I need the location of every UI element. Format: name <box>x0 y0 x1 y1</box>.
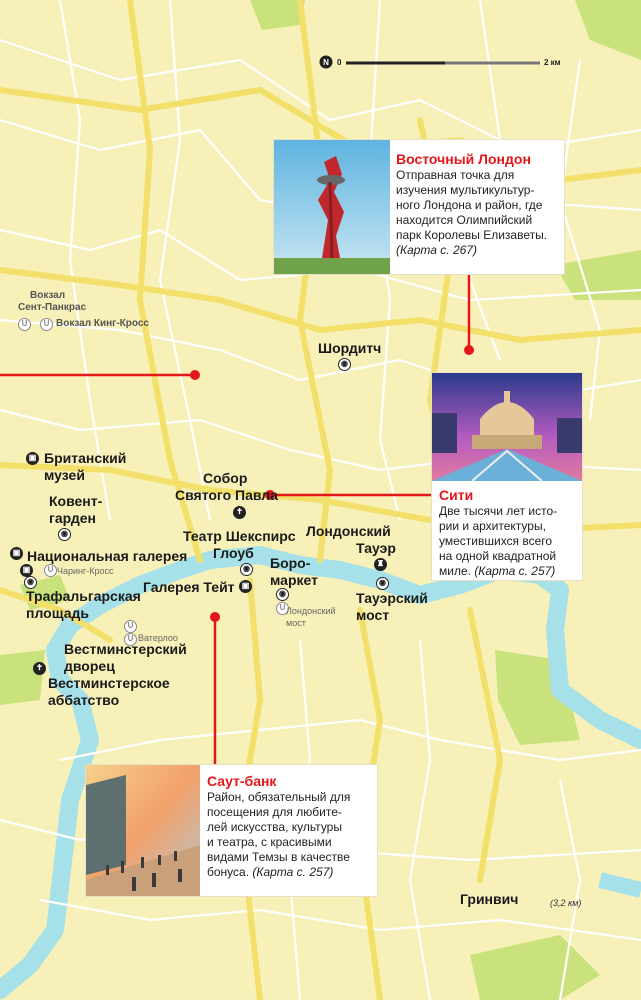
label-tower-1: Лондонский <box>306 523 391 539</box>
label-shordich: Шордитч <box>318 340 382 356</box>
label-covent-garden-1: Ковент- <box>49 493 103 509</box>
city-photo <box>432 373 582 481</box>
card-east-london[interactable] <box>274 140 564 274</box>
underground-icon: U <box>44 564 57 577</box>
label-tate: Галерея Тейт <box>143 579 235 595</box>
castle-icon: ♜ <box>374 558 387 571</box>
label-tower-2: Тауэр <box>356 540 396 556</box>
underground-icon: U <box>276 602 289 615</box>
viewpoint-icon: ◉ <box>58 528 71 541</box>
label-greenwich-distance: (3,2 км) <box>550 898 582 908</box>
southbank-photo <box>86 765 200 896</box>
card-southbank-text <box>207 790 375 880</box>
card-east-title: Восточный Лондон <box>396 151 531 167</box>
church-icon: ✝ <box>233 506 246 519</box>
scale-start-label: 0 <box>337 58 342 67</box>
scale-end-label: 2 км <box>544 58 561 67</box>
card-city-title: Сити <box>439 487 474 503</box>
card-city-ref: (Карта с. 257) <box>474 564 556 578</box>
card-southbank-title: Саут-банк <box>207 773 277 789</box>
viewpoint-icon: ◉ <box>240 563 253 576</box>
card-east-line: ного Лондона и район, где <box>396 198 543 212</box>
label-trafalgar-1: Трафальгарская <box>26 588 141 604</box>
label-globe-1: Театр Шекспирс <box>183 528 296 544</box>
viewpoint-icon: ◉ <box>24 576 37 589</box>
viewpoint-icon: ◉ <box>376 577 389 590</box>
label-globe-2: Глоуб <box>213 545 254 561</box>
label-trafalgar-2: площадь <box>26 605 89 621</box>
label-greenwich: Гринвич <box>460 891 519 907</box>
card-southbank-line: видами Темзы в качестве <box>207 850 350 864</box>
card-southbank-last-text: бонуса. <box>207 865 250 879</box>
card-east-line: парк Королевы Елизаветы. <box>396 228 548 242</box>
label-king-kross: Вокзал Кинг-Кросс <box>56 318 149 329</box>
viewpoint-icon: ◉ <box>276 588 289 601</box>
card-city-text <box>439 504 581 579</box>
label-westminster-abbey-1: Вестминстерское <box>48 675 170 691</box>
label-charing-cross: Чаринг-Кросс <box>57 566 114 576</box>
label-borough-2: маркет <box>270 572 318 588</box>
north-arrow-icon: N <box>323 58 329 67</box>
museum-icon: ▣ <box>26 452 39 465</box>
card-east-line: изучения мультикультур- <box>396 183 535 197</box>
underground-icon: U <box>40 318 53 331</box>
underground-icon: U <box>18 318 31 331</box>
museum-icon: ▣ <box>239 580 252 593</box>
east-london-photo <box>274 140 390 274</box>
card-southbank-line: Район, обязательный для <box>207 790 351 804</box>
label-london-bridge-2: мост <box>286 618 306 628</box>
card-southbank-line-last <box>207 865 375 880</box>
label-covent-garden-2: гарден <box>49 510 96 526</box>
label-westminster-palace-2: дворец <box>64 658 115 674</box>
card-east-line: находится Олимпийский <box>396 213 533 227</box>
label-british-museum-2: музей <box>44 467 85 483</box>
label-tower-bridge-2: мост <box>356 607 390 623</box>
label-waterloo: Ватерлоо <box>138 633 178 643</box>
card-city[interactable] <box>432 373 582 580</box>
card-east-line: Отправная точка для <box>396 168 515 182</box>
underground-icon: U <box>124 633 137 646</box>
card-city-line-last <box>439 564 581 579</box>
label-london-bridge-1: Лондонский <box>286 606 336 616</box>
label-british-museum-1: Британский <box>44 450 127 466</box>
label-st-pauls-1: Собор <box>203 470 248 486</box>
card-city-line: Две тысячи лет исто- <box>439 504 558 518</box>
card-southbank-line: и театра, с красивыми <box>207 835 332 849</box>
church-icon: ✝ <box>33 662 46 675</box>
card-city-line: на одной квадратной <box>439 549 557 563</box>
label-vokzal-2: Сент-Панкрас <box>18 302 87 313</box>
label-westminster-abbey-2: аббатство <box>48 692 120 708</box>
card-east-ref: (Карта с. 267) <box>396 243 477 257</box>
label-national-gallery: Национальная галерея <box>27 548 188 564</box>
card-southbank-ref: (Карта с. 257) <box>252 865 334 879</box>
label-st-pauls-2: Святого Павла <box>175 487 278 503</box>
label-westminster-palace-1: Вестминстерский <box>64 641 187 657</box>
museum-icon: ▣ <box>20 564 33 577</box>
card-southbank[interactable] <box>86 765 377 896</box>
label-tower-bridge-1: Тауэрский <box>356 590 428 606</box>
viewpoint-icon: ◉ <box>338 358 351 371</box>
card-city-last-text: миле. <box>439 564 471 578</box>
underground-icon: U <box>124 620 137 633</box>
museum-icon: ▣ <box>10 547 23 560</box>
card-city-line: рии и архитектуры, <box>439 519 546 533</box>
card-city-line: уместившихся всего <box>439 534 553 548</box>
label-borough-1: Боро- <box>270 555 311 571</box>
card-southbank-line: посещения для любите- <box>207 805 342 819</box>
card-east-text <box>396 168 561 258</box>
card-southbank-line: лей искусства, культуры <box>207 820 342 834</box>
label-vokzal-1: Вокзал <box>30 290 66 301</box>
